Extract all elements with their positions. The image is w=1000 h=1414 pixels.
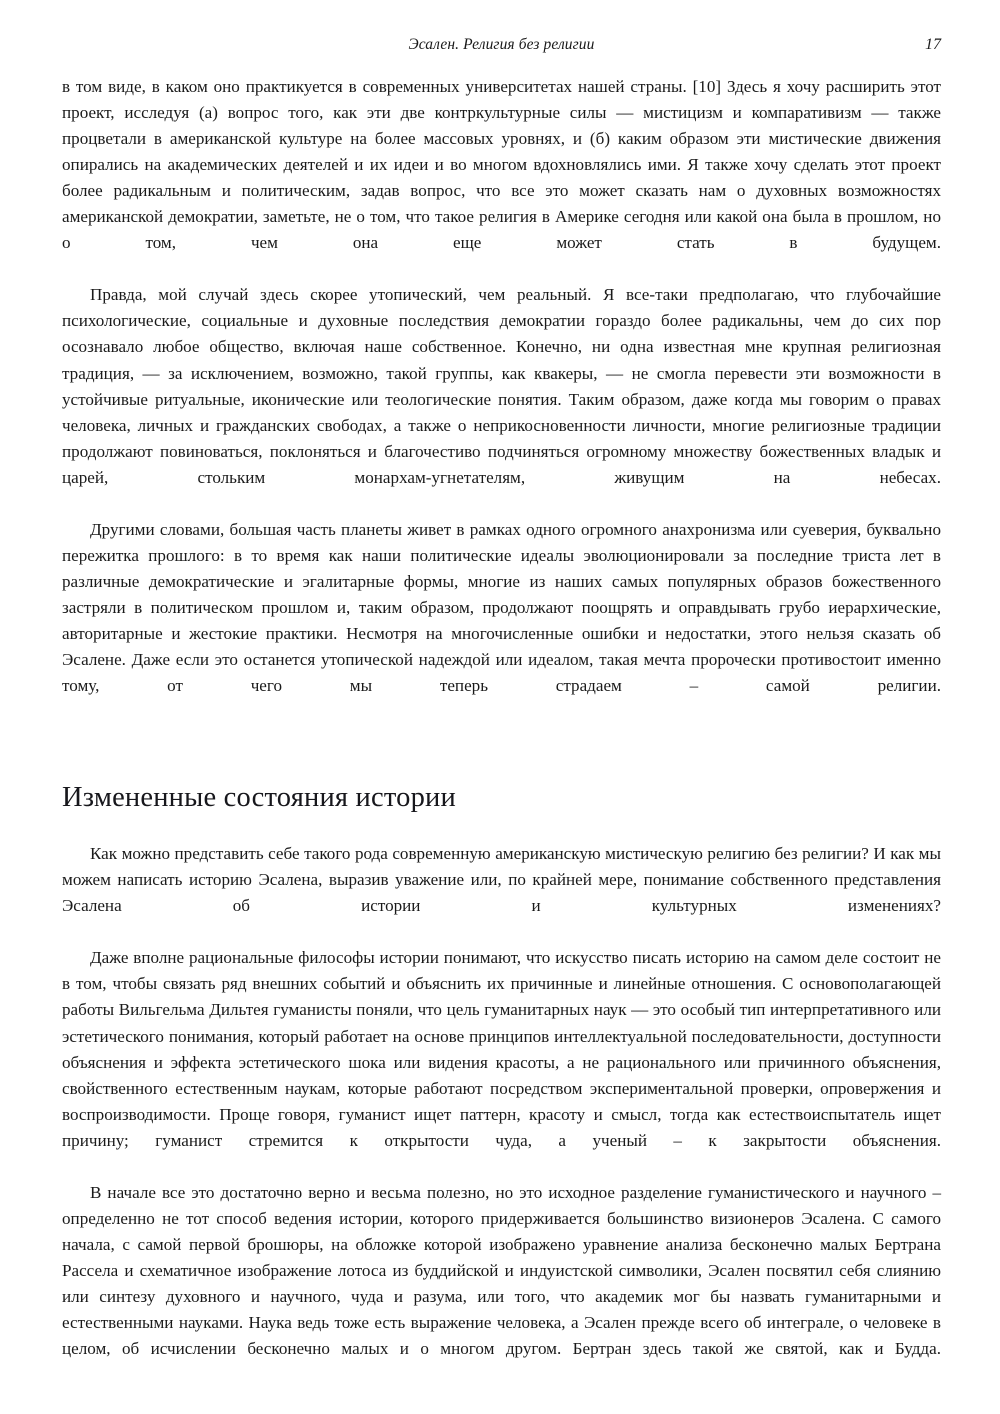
paragraph: Даже вполне рациональные философы истории понимают, что искусство писать историю на самом деле состоит не в том, чтобы связать ряд внешних событий и объяснить их причинные и линейные отношения. С основополагающей работы Вильгельма Дильтея гуманисты поняли, что цель гуманитарных наук — это особый тип интерпретативного или эстетического понимания, который работает на основе принципов интеллектуальной последовательности, доступности объяснения и эффекта эстетического шока или видения красоты, а не рационального или причинного объяснения, свойственного естественным наукам, которые работают посредством экспериментальной проверки, опровержения и воспроизводимости. Проще говоря, гуманист ищет паттерн, красоту и смысл, тогда как естествоиспытатель ищет причину; гуманист стремится к открытости чуда, а ученый – к закрытости объяснения. — [62, 948, 941, 1150]
paragraph: в том виде, в каком оно практикуется в современных университетах нашей страны. [10] Здесь я хочу расширить этот проект, исследуя (а) вопрос того, как эти две контркультурные силы — мистицизм и компаративизм — также процветали в американской культуре на более массовых уровнях, и (б) каким образом эти мистические движения опирались на академических деятелей и их идеи и во многом вдохновлялись ими. Я также хочу сделать этот проект более радикальным и политическим, задав вопрос, что все это может сказать нам о духовных возможностях американской демократии, заметьте, не о том, что такое религия в Америке сегодня или какой она была в прошлом, но о том, чем она еще может стать в будущем. — [62, 77, 941, 253]
paragraph: Другими словами, большая часть планеты живет в рамках одного огромного анахронизма или суеверия, буквально пережитка прошлого: в то время как наши политические идеалы эволюционировали за последние триста лет в различные демократические и эгалитарные формы, многие из наших самых популярных образов божественного застряли в политическом прошлом и, таким образом, продолжают поощрять и оправдывать грубо иерархические, авторитарные и жестокие практики. Несмотря на многочисленные ошибки и недостатки, этого нельзя сказать об Эсалене. Даже если это останется утопической надеждой или идеалом, такая мечта пророчески противостоит именно тому, от чего мы теперь страдаем – самой религии. — [62, 519, 941, 696]
running-head — [62, 36, 941, 58]
section-heading-wrap — [62, 725, 941, 841]
paragraph: Правда, мой случай здесь скорее утопический, чем реальный. Я все-таки предполагаю, что глубочайшие психологические, социальные и духовные последствия демократии гораздо более радикальны, чем до сих пор осознавало любое общество, включая наше собственное. Конечно, ни одна известная мне крупная религиозная традиция, — за исключением, возможно, такой группы, как квакеры, — не смогла перевести эти возможности в устойчивые ритуальные, иконические или теологические понятия. Таким образом, даже когда мы говорим о правах человека, личных и гражданских свободах, а также о неприкосновенности личности, многие религиозные традиции продолжают повиноваться, поклоняться и благочестиво подчиняться огромному множеству божественных владык и царей, стольким монархам-угнетателям, живущим на небесах. — [62, 285, 941, 487]
text-block — [62, 74, 941, 1388]
page-number: 17 — [925, 36, 941, 53]
section-heading: Измененные состояния истории — [62, 782, 456, 814]
paragraph: В начале все это достаточно верно и весьма полезно, но это исходное разделение гуманистического и научного – определенно не тот способ ведения истории, которого придерживается большинство визионеров Эсалена. С самого начала, с самой первой брошюры, на обложке которой изображено уравнение анализа бесконечно малых Бертрана Рассела и схематичное изображение лотоса из буддийской и индуистской символики, Эсален посвятил себя слиянию или синтезу духовного и научного, чуда и разума, или того, что академик мог бы назвать гуманитарными и естественными науками. Наука ведь тоже есть выражение человека, а Эсален прежде всего об интеграле, о человеке в целом, об исчислении бесконечно малых и о многом другом. Бертран здесь такой же святой, как и Будда. — [62, 1182, 941, 1359]
running-head-title: Эсален. Религия без религии — [408, 36, 595, 53]
paragraph: Как можно представить себе такого рода современную американскую мистическую религию без религии? И как мы можем написать историю Эсалена, выразив уважение или, по крайней мере, понимание собственного представления Эсалена об истории и культурных изменениях? — [62, 844, 941, 916]
